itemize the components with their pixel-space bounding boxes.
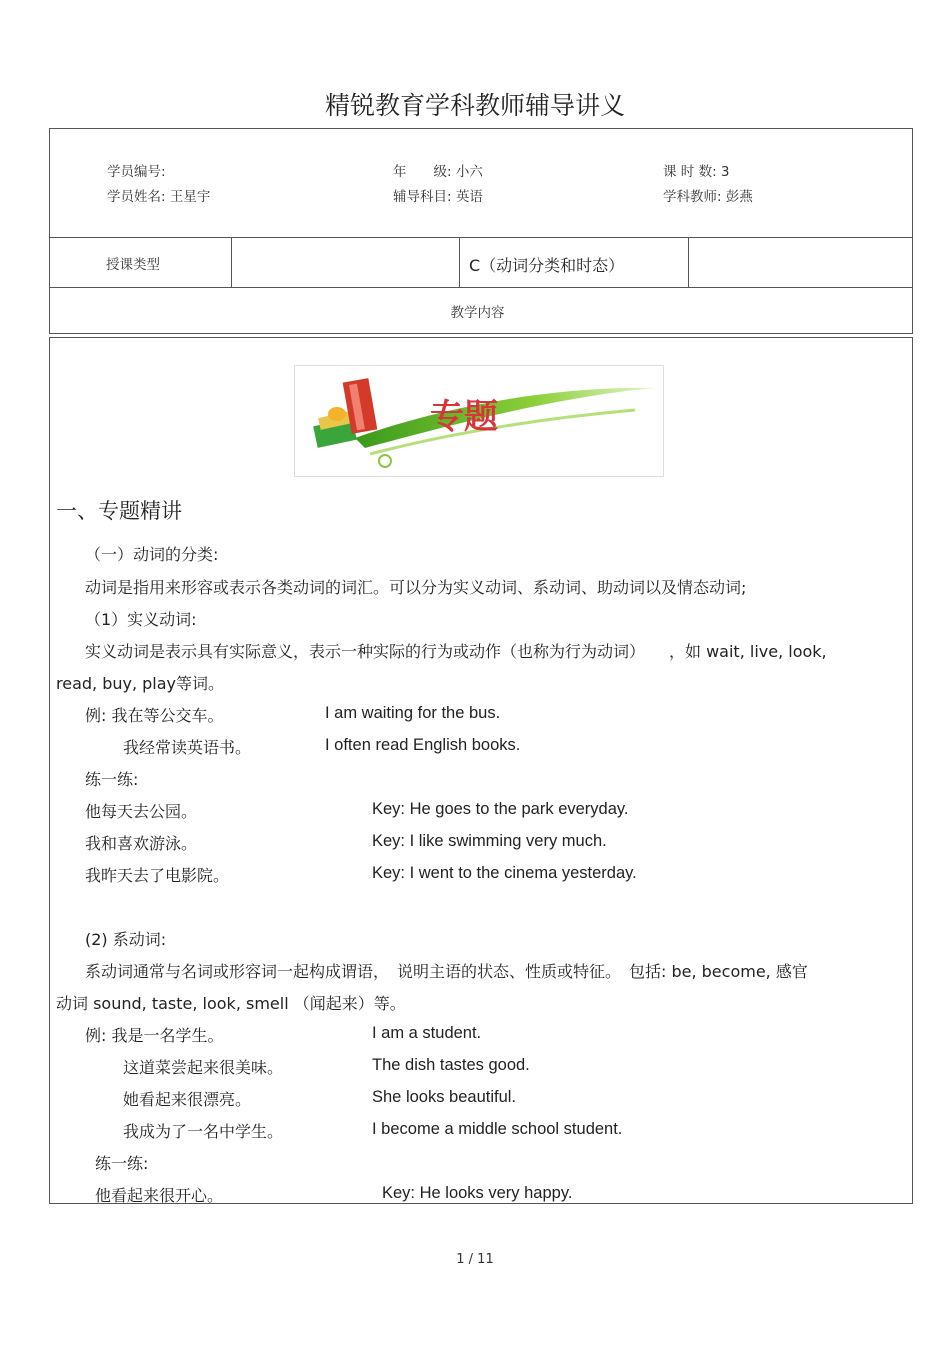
intro-paragraph: 动词是指用来形容或表示各类动词的词汇。可以分为实义动词、系动词、助动词以及情态动词;: [85, 578, 747, 597]
notional-verb-title: （1）实义动词:: [85, 610, 197, 629]
linking-verb-title: (2) 系动词:: [85, 930, 167, 949]
teacher-label: 学科教师: 彭燕: [663, 189, 753, 205]
subject-label: 辅导科目: 英语: [393, 189, 483, 205]
notional-verb-line-2: read, buy, play等词。: [56, 674, 225, 693]
notional-verb-line-1: 实义动词是表示具有实际意义，表示一种实际的行为或动作（也称为行为动词） ，如 wait, live, look,: [85, 642, 827, 661]
practice-1-cn-3: 我昨天去了电影院。: [85, 866, 230, 885]
example-4-en: The dish tastes good.: [372, 1056, 530, 1074]
linking-verb-line-1: 系动词通常与名词或形容词一起构成谓语， 说明主语的状态、性质或特征。 包括: be, become, 感官: [85, 962, 808, 981]
practice-2-en-1: Key: He looks very happy.: [382, 1184, 573, 1202]
student-name-label: 学员姓名: 王星宇: [107, 189, 211, 205]
example-5-en: She looks beautiful.: [372, 1088, 517, 1106]
subsection-title: （一）动词的分类:: [85, 545, 219, 564]
practice-2-label: 练一练:: [95, 1154, 149, 1173]
practice-1-cn-2: 我和喜欢游泳。: [85, 834, 198, 853]
example-2-en: I often read English books.: [325, 736, 521, 754]
example-6-cn: 我成为了一名中学生。: [123, 1122, 284, 1141]
lesson-type-label: 授课类型: [106, 257, 160, 273]
document-title: 精锐教育学科教师辅导讲义: [324, 91, 625, 120]
banner-text: 专题: [430, 397, 498, 437]
example-1-cn: 例: 我在等公交车。: [85, 706, 224, 725]
example-3-cn: 例: 我是一名学生。: [85, 1026, 224, 1045]
practice-1-label: 练一练:: [85, 770, 139, 789]
example-3-en: I am a student.: [372, 1024, 482, 1042]
practice-1-en-3: Key: I went to the cinema yesterday.: [372, 864, 637, 882]
teaching-content-label: 教学内容: [450, 305, 505, 321]
example-6-en: I become a middle school student.: [372, 1120, 623, 1138]
example-5-cn: 她看起来很漂亮。: [123, 1090, 252, 1109]
topic-banner: [294, 365, 664, 477]
lessons-label: 课 时 数: 3: [663, 164, 730, 180]
linking-verb-line-2: 动词 sound, taste, look, smell （闻起来）等。: [56, 994, 406, 1013]
lesson-type-value: C（动词分类和时态）: [469, 256, 625, 275]
page-number: 1 / 11: [456, 1252, 494, 1267]
topic-banner-art: [295, 366, 664, 477]
info-table-col-2: [459, 237, 460, 287]
example-1-en: I am waiting for the bus.: [325, 704, 501, 722]
practice-2-cn-1: 他看起来很开心。: [95, 1186, 224, 1205]
practice-1-cn-1: 他每天去公园。: [85, 802, 198, 821]
example-4-cn: 这道菜尝起来很美味。: [123, 1058, 284, 1077]
info-table-divider-2: [49, 287, 913, 288]
grade-label: 年 级: 小六: [393, 164, 483, 180]
info-table-divider-1: [49, 237, 913, 238]
info-table-col-1: [231, 237, 232, 287]
info-table-col-3: [688, 237, 689, 287]
example-2-cn: 我经常读英语书。: [123, 738, 252, 757]
section-heading: 一、专题精讲: [56, 499, 182, 523]
student-id-label: 学员编号:: [107, 164, 166, 180]
practice-1-en-2: Key: I like swimming very much.: [372, 832, 607, 850]
practice-1-en-1: Key: He goes to the park everyday.: [372, 800, 629, 818]
